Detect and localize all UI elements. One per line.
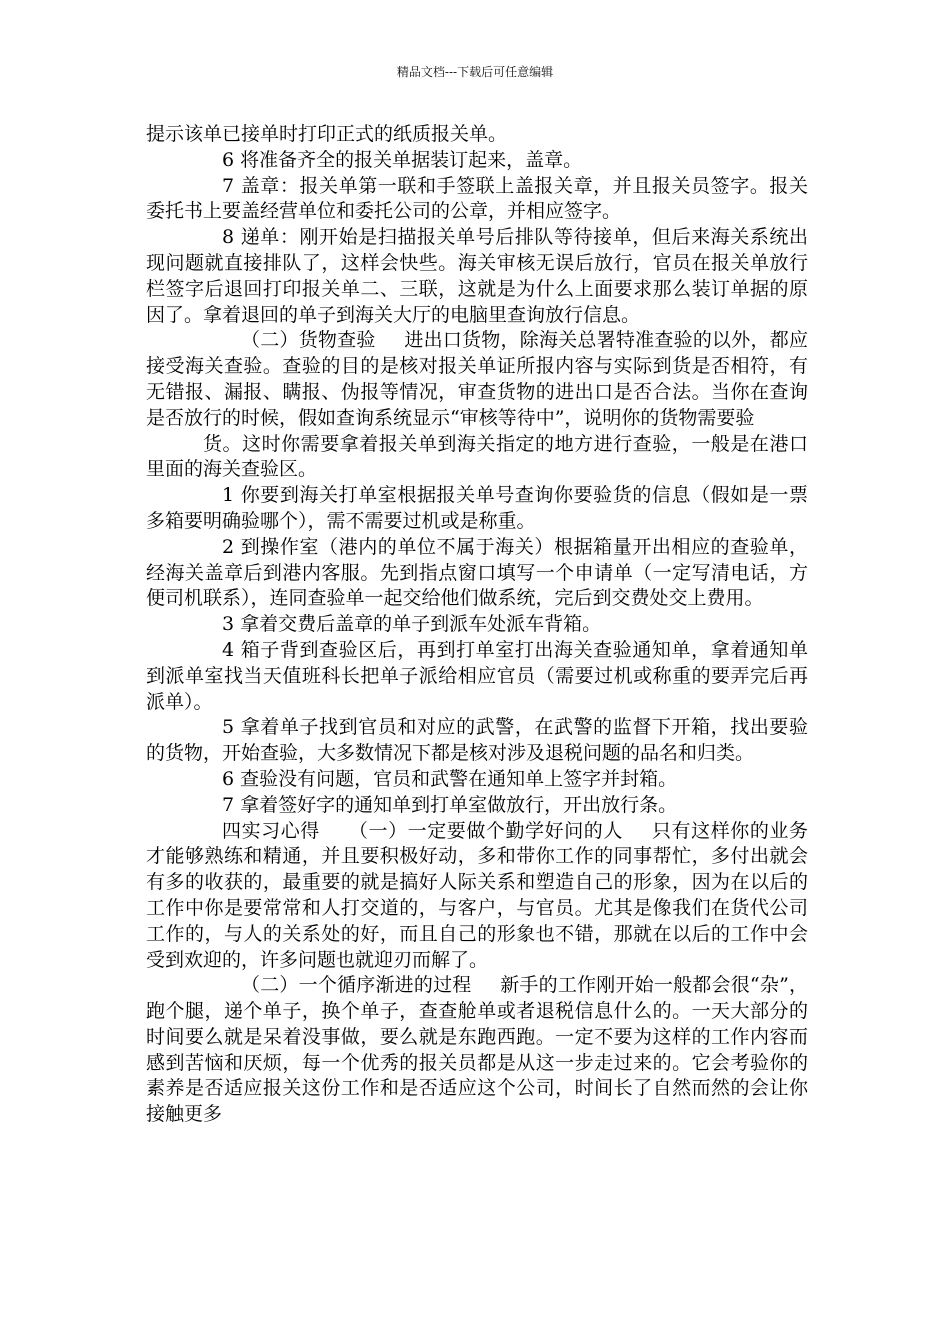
paragraph: 3 拿着交费后盖章的单子到派车处派车背箱。 [222, 613, 602, 636]
subsection-heading: （二）一个循序渐进的过程 [241, 974, 472, 997]
section-text: 进出口货物，除海关总署特准查验的以外，都应接受海关查验。查验的目的是核对报关单证所报内容与实际到货是否相符，有无错报、漏报、瞒报、伪报等情况，审查货物的进出口是否合法。当你在查询是否放行的时候，假如查询系统显示“审核等待中”，说明你的货物需要验 [146, 329, 808, 429]
section-heading: （二）货物查验 [241, 329, 376, 352]
page-header: 精品文档---下载后可任意编辑 [396, 65, 554, 79]
section-paragraph [146, 973, 808, 1128]
paragraph: 2 到操作室（港内的单位不属于海关）根据箱量开出相应的查验单，经海关盖章后到港内客服。先到指点窗口填写一个申请单（一定写清电话，方便司机联系），连同查验单一起交给他们做系统，完后到交费处交上费用。 [146, 535, 808, 610]
section-heading: 四实习心得 [222, 819, 320, 842]
section-paragraph [146, 819, 808, 974]
section-text: 新手的工作刚开始一般都会很“杂”，跑个腿，递个单子，换个单子，查查舱单或者退税信息什么的。一天大部分的时间要么就是呆着没事做，要么就是东跑西跑。一定不要为这样的工作内容而感到苦恼和厌烦，每一个优秀的报关员都是从这一步走过来的。它会考验你的素养是否适应报关这份工作和是否适应这个公司，时间长了自然而然的会让你接触更多 [146, 974, 808, 1126]
section-text: 只有这样你的业务才能够熟练和精通，并且要积极好动，多和带你工作的同事帮忙，多付出就会有多的收获的，最重要的就是搞好人际关系和塑造自己的形象，因为在以后的工作中你是要常常和人打交道的，与客户，与官员。尤其是像我们在货代公司工作的，与人的关系处的好，而且自己的形象也不错，那就在以后的工作中会受到欢迎的，许多问题也就迎刃而解了。 [146, 819, 808, 971]
paragraph: 1 你要到海关打单室根据报关单号查询你要验货的信息（假如是一票多箱要明确验哪个），需不需要过机或是称重。 [146, 484, 808, 532]
section-paragraph [146, 328, 808, 431]
document-body [146, 122, 808, 1128]
paragraph: 4 箱子背到查验区后，再到打单室打出海关查验通知单，拿着通知单到派单室找当天值班科长把单子派给相应官员（需要过机或称重的要弄完后再派单）。 [146, 638, 808, 713]
paragraph: 6 查验没有问题，官员和武警在通知单上签字并封箱。 [222, 767, 678, 790]
subsection-heading: （一）一定要做个勤学好问的人 [348, 819, 623, 842]
paragraph: 5 拿着单子找到官员和对应的武警，在武警的监督下开箱，找出要验的货物，开始查验，大多数情况下都是核对涉及退税问题的品名和归类。 [146, 716, 808, 765]
paragraph: 8 递单：刚开始是扫描报关单号后排队等待接单，但后来海关系统出现问题就直接排队了，这样会快些。海关审核无误后放行，官员在报关单放行栏签字后退回打印报关单二、三联，这就是为什么上面要求那么装订单据的原因了。拿着退回的单子到海关大厅的电脑里查询放行信息。 [146, 226, 808, 326]
paragraph: 7 盖章：报关单第一联和手签联上盖报关章，并且报关员签字。报关委托书上要盖经营单位和委托公司的公章，并相应签字。 [146, 174, 808, 223]
paragraph: 提示该单已接单时打印正式的纸质报关单。 [146, 123, 508, 145]
paragraph: 6 将准备齐全的报关单据装订起来，盖章。 [222, 148, 583, 171]
paragraph: 7 拿着签好字的通知单到打单室做放行，开出放行条。 [222, 793, 678, 816]
paragraph: 货。这时你需要拿着报关单到海关指定的地方进行查验，一般是在港口里面的海关查验区。 [146, 432, 808, 481]
